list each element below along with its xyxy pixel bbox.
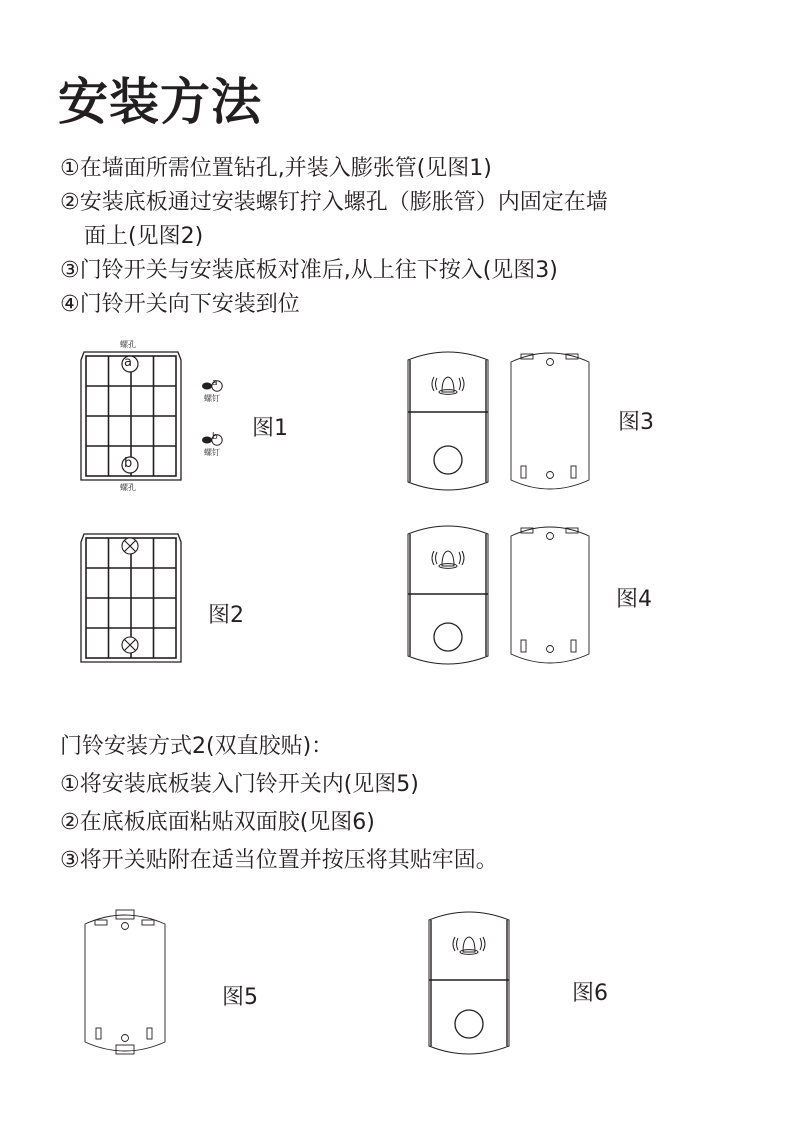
hole-marker-a: a	[124, 355, 132, 370]
figure-4-label: 图4	[616, 587, 652, 612]
screw-a-marker: a	[212, 378, 218, 388]
figure-2-label: 图2	[208, 603, 244, 628]
button-icon	[455, 1010, 483, 1038]
page-title: 安装方法	[58, 73, 262, 131]
bell-icon	[453, 937, 485, 954]
screw-b-marker: b	[212, 432, 218, 442]
method-2-step-2: ②在底板底面粘贴双面胶(见图6)	[60, 810, 375, 835]
step-1: ①在墙面所需位置钻孔,并装入膨张管(见图1)	[60, 156, 492, 181]
figure-3-label: 图3	[618, 410, 654, 435]
method-2-heading: 门铃安装方式2(双直胶贴)：	[60, 734, 334, 759]
doorbell-front-diagram	[404, 348, 492, 494]
method-2-step-3: ③将开关贴附在适当位置并按压将其贴牢固。	[60, 848, 498, 873]
screw-a-label: 螺钉	[204, 394, 220, 403]
step-3: ③门铃开关与安装底板对准后,从上往下按入(见图3)	[60, 258, 558, 283]
step-2: ②安装底板通过安装螺钉拧入螺孔（膨胀管）内固定在墙	[60, 190, 608, 215]
screw-installed-bottom-icon	[122, 637, 138, 653]
bell-icon	[432, 551, 464, 568]
doorbell-front-diagram	[425, 908, 513, 1058]
backplate-with-tabs-diagram	[82, 908, 168, 1058]
step-4: ④门铃开关向下安装到位	[60, 292, 300, 317]
screw-b-label: 螺钉	[204, 448, 220, 457]
doorbell-front-diagram	[404, 522, 492, 668]
bell-icon	[432, 377, 464, 394]
screw-installed-top-icon	[122, 538, 138, 554]
figure-5-label: 图5	[222, 985, 258, 1010]
step-2-continued: 面上(见图2)	[84, 224, 204, 249]
backplate-diagram	[508, 348, 592, 494]
figure-6-label: 图6	[572, 981, 608, 1006]
mounted-plate-diagram	[80, 532, 182, 664]
backplate-diagram	[508, 522, 592, 668]
method-2-step-1: ①将安装底板装入门铃开关内(见图5)	[60, 772, 419, 797]
hole-label-top: 螺孔	[120, 340, 136, 349]
hole-marker-b: b	[124, 456, 133, 471]
figure-1-label: 图1	[252, 416, 288, 441]
button-icon	[434, 446, 462, 474]
hole-label-bottom: 螺孔	[120, 483, 136, 492]
button-icon	[434, 623, 462, 651]
